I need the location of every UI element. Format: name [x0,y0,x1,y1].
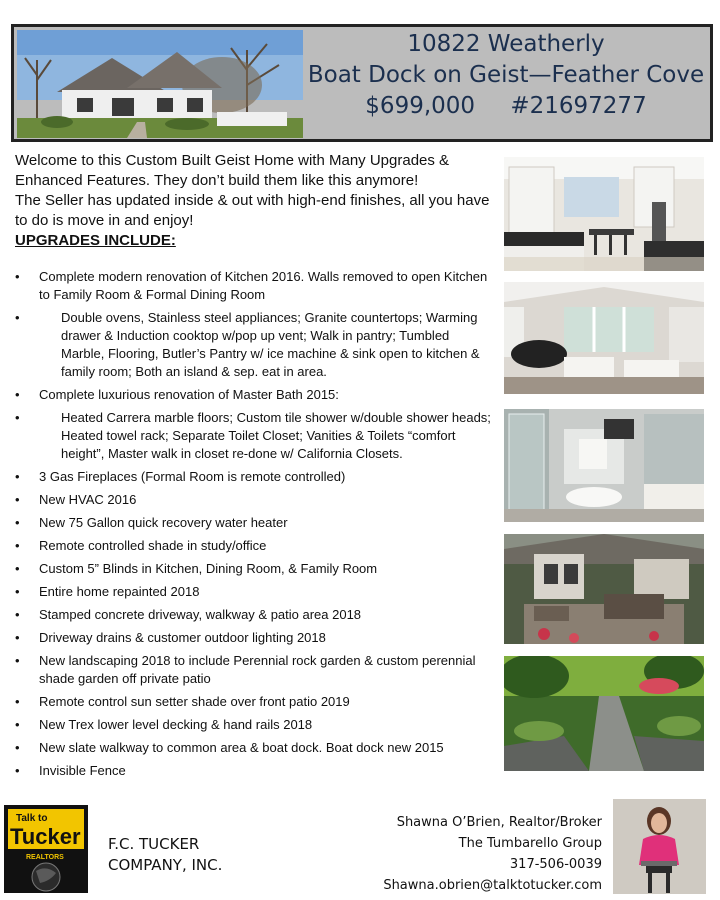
list-item: • 3 Gas Fireplaces (Formal Room is remote controlled) [13,468,493,486]
list-item: • Entire home repainted 2018 [13,583,493,601]
list-item: • Remote control sun setter shade over front patio 2019 [13,693,493,711]
agent-email[interactable]: Shawna.obrien@talktotucker.com [383,878,602,893]
kitchen-photo [504,157,704,271]
master-bath-photo [504,409,704,522]
list-item: • New landscaping 2018 to include Perennial rock garden & custom perennial shade garden off private patio [13,652,493,688]
price-mls-row [306,91,706,122]
property-tagline: Boat Dock on Geist—Feather Cove [307,62,705,88]
agent-phone: 317-506-0039 [509,857,602,872]
intro-line-1: Welcome to this Custom Built Geist Home with Many Upgrades & Enhanced Features. They don’t build them like this anymore! [15,152,450,189]
company-line-1: F.C. TUCKER [108,835,200,853]
family-room-photo [504,282,704,394]
patio-photo [504,534,704,644]
list-item: • Complete modern renovation of Kitchen 2016. Walls removed to open Kitchen to Family Room & Formal Dining Room [13,268,493,304]
agent-headshot [613,799,706,894]
logo-text-realtors: REALTORS [26,854,64,861]
upgrades-title: UPGRADES INCLUDE: [15,232,176,249]
intro-text [15,151,500,251]
agent-name: Shawna O’Brien, Realtor/Broker [396,815,602,830]
header-text [306,29,706,122]
list-item: • Double ovens, Stainless steel appliances; Granite countertops; Warming drawer & Induction cooktop w/pop up vent; Walk in pantry; Tumbled Marble, Flooring, Butler’s Pantry w/ ice machine & sink open to kitchen & family room; Both an island & sep. eat in area. [13,309,493,381]
mls-number: #21697277 [510,93,647,119]
list-item: • New Trex lower level decking & hand rails 2018 [13,716,493,734]
intro-line-2: The Seller has updated inside & out with high-end finishes, all you have to do is move in and enjoy! [15,192,490,229]
logo-text-tucker: Tucker [10,824,81,849]
list-item: • New 75 Gallon quick recovery water heater [13,514,493,532]
property-address: 10822 Weatherly [407,31,605,57]
list-item: • Stamped concrete driveway, walkway & patio area 2018 [13,606,493,624]
list-item: • Remote controlled shade in study/office [13,537,493,555]
agent-contact [383,812,602,896]
company-line-2: COMPANY, INC. [108,856,223,874]
list-item: • New HVAC 2016 [13,491,493,509]
logo-text-talk: Talk to [16,813,48,824]
talk-to-tucker-logo [4,805,88,893]
upgrades-list [13,268,493,785]
listing-header [11,24,713,142]
company-name [108,834,222,876]
agent-group: The Tumbarello Group [458,836,602,851]
walkway-photo [504,656,704,771]
list-item: • Heated Carrera marble floors; Custom tile shower w/double shower heads; Heated towel rack; Separate Toilet Closet; Vanities & Toilets “comfort height”, Master walk in closet re-done w/ California Closets. [13,409,493,463]
list-item: • New slate walkway to common area & boat dock. Boat dock new 2015 [13,739,493,757]
list-item: • Invisible Fence [13,762,493,780]
house-exterior-photo [17,30,303,138]
list-item: • Complete luxurious renovation of Master Bath 2015: [13,386,493,404]
list-item: • Custom 5” Blinds in Kitchen, Dining Room, & Family Room [13,560,493,578]
list-item: • Driveway drains & customer outdoor lighting 2018 [13,629,493,647]
listing-price: $699,000 [365,93,476,119]
